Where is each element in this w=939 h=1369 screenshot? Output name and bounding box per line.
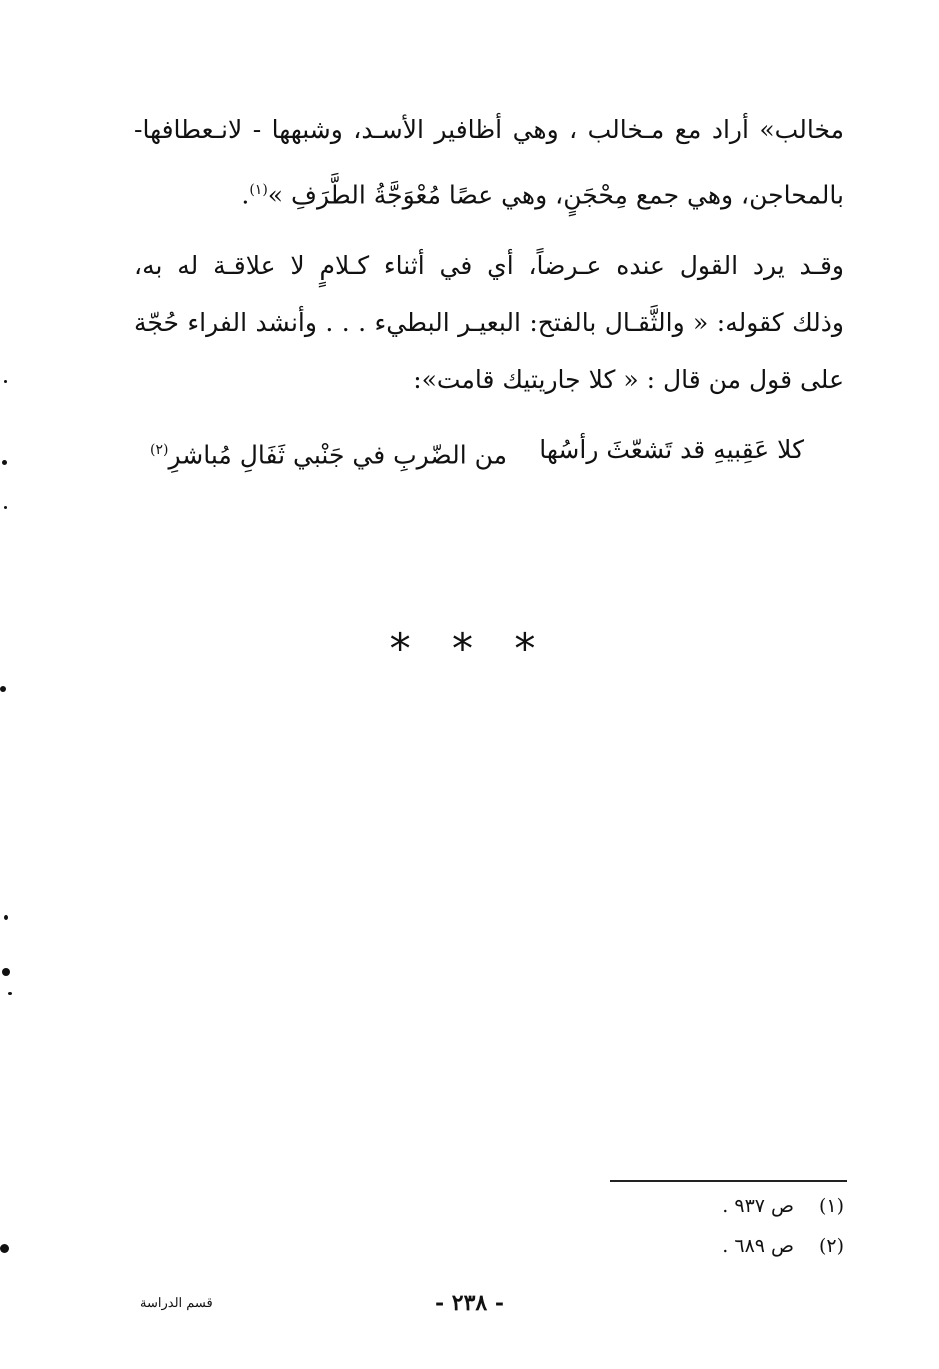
verse-second-hemistich-text: من الضّربِ في جَنْبي ثَفَالِ مُباشرِ: [168, 440, 508, 470]
footnote-ref-2: (٢): [150, 442, 169, 458]
body-line-2: [134, 172, 844, 213]
scan-speck: [2, 460, 7, 465]
footnote-2-number: (٢): [818, 1235, 844, 1257]
footnote-2-text: ص ٦٨٩ .: [722, 1235, 794, 1257]
footnote-2: [722, 1233, 844, 1259]
footnote-rule: [610, 1180, 847, 1182]
body-line-3: وقـد يرد القول عنده عـرضاً، أي في أثناء كـلامٍ لا علاقـة له به،: [134, 251, 844, 280]
scan-speck: [0, 1244, 9, 1253]
scan-speck: [8, 992, 12, 995]
footnote-1: [722, 1193, 844, 1219]
body-line-4: وذلك كقوله: « والثَّقـال بالفتح: البعيـر البطيء . . . وأنشد الفراء حُجّة: [134, 308, 844, 337]
verse-second-hemistich: [150, 432, 507, 473]
page-number: - ٢٣٨ -: [434, 1290, 505, 1316]
scan-speck: [4, 915, 8, 920]
footnote-1-number: (١): [818, 1195, 844, 1217]
body-line-1: مخالب» أراد مع مـخالب ، وهي أظافير الأسـد، وشبهها - لانـعطافها-: [134, 115, 844, 144]
scan-speck: [4, 380, 7, 383]
scan-speck: [4, 506, 7, 509]
scan-speck: [2, 968, 10, 976]
section-separator: * * *: [389, 624, 550, 673]
body-line-2-text: بالمحاجن، وهي جمع مِحْجَنٍ، وهي عصًا مُعْوَجَّةُ الطَّرَفِ »: [267, 180, 844, 210]
footnote-ref-1: (١): [249, 182, 268, 198]
verse-first-hemistich: كلا عَقِبيهِ قد تَشعّثَ رأسُها: [539, 435, 804, 464]
footnote-1-text: ص ٩٣٧ .: [722, 1195, 794, 1217]
scan-speck: [0, 686, 6, 692]
body-line-2-end: .: [241, 180, 250, 210]
body-line-5: على قول من قال : « كلا جاريتيك قامت»:: [413, 365, 844, 394]
running-footer-section: قسم الدراسة: [140, 1296, 213, 1311]
